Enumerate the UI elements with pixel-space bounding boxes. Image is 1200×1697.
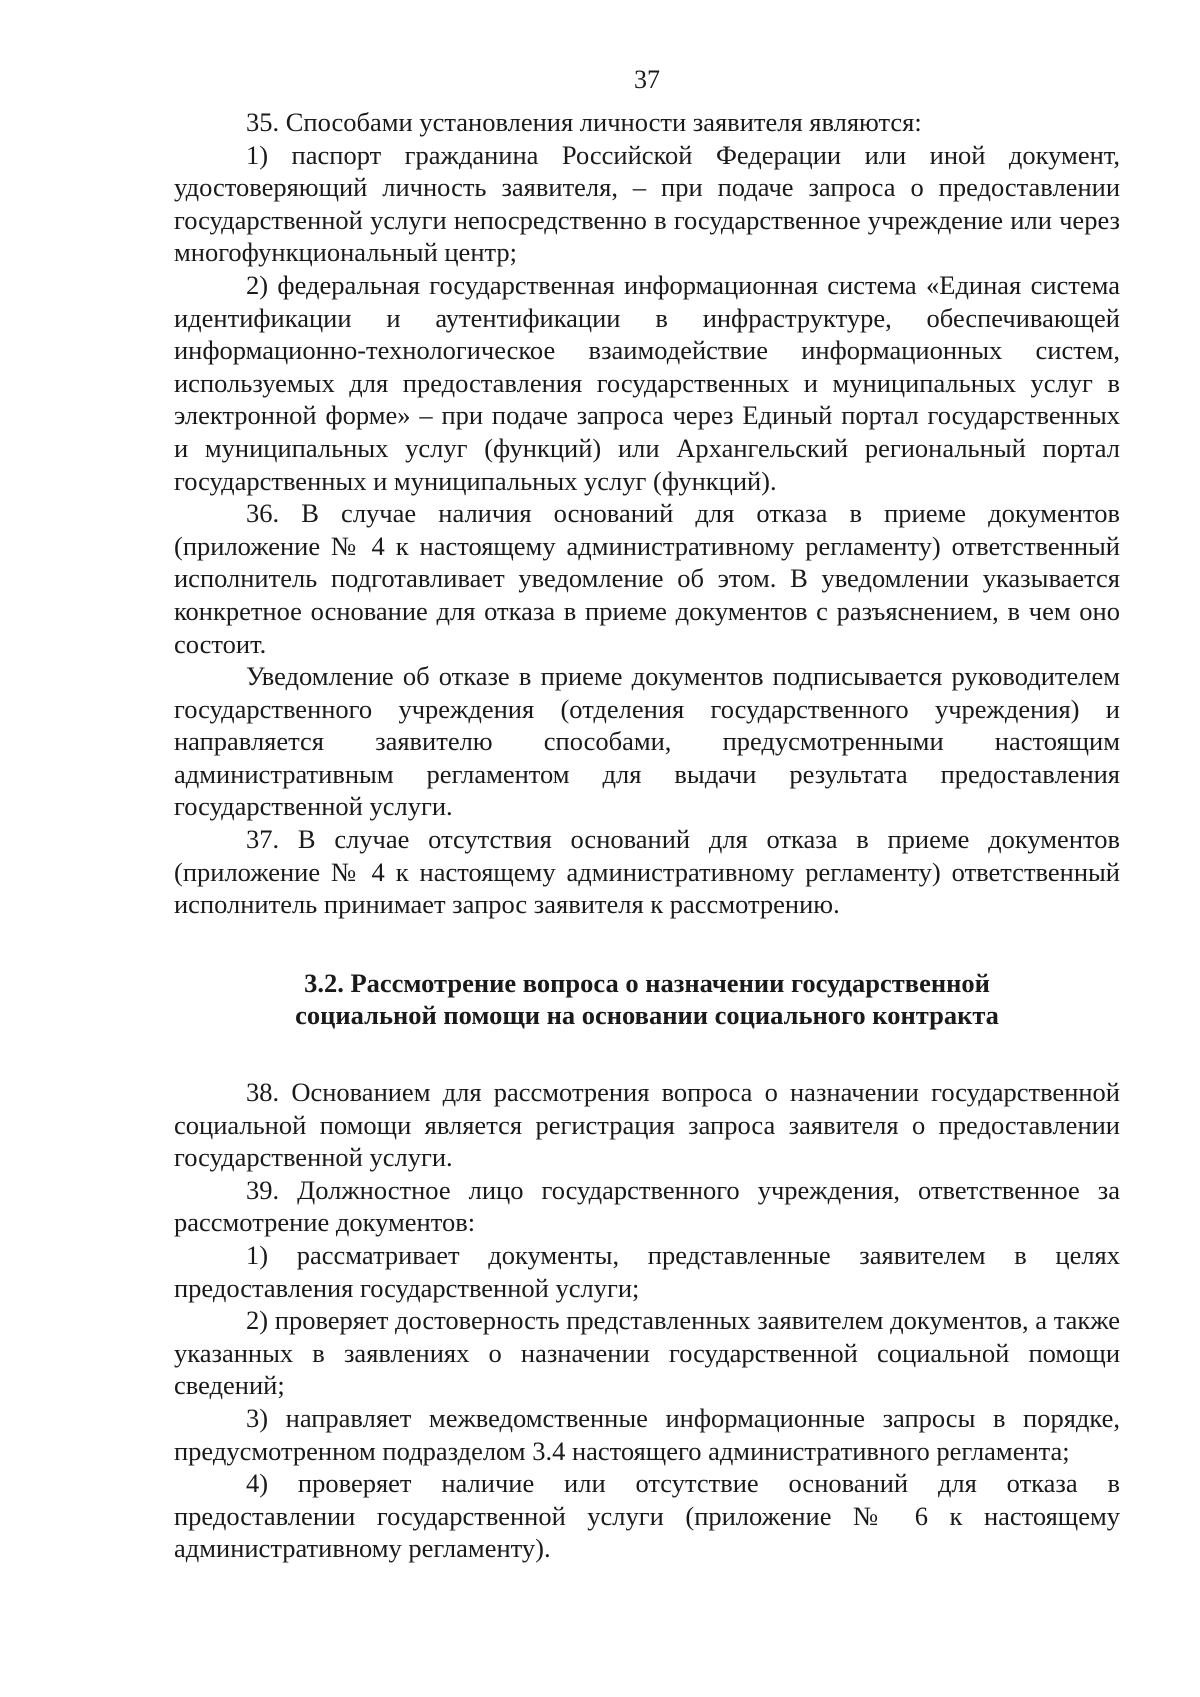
section-heading-line-2: социальной помощи на основании социального контракта xyxy=(295,1000,999,1031)
paragraph-37: 37. В случае отсутствия оснований для отказа в приеме документов (приложение № 4 к настоящему административному регламенту) ответственный исполнитель принимает запрос заявителя к рассмотрению. xyxy=(174,824,1120,920)
document-page xyxy=(174,62,1120,1565)
paragraph-39-item-3: 3) направляет межведомственные информационные запросы в порядке, предусмотренном подразделом 3.4 настоящего административного регламента; xyxy=(174,1402,1120,1466)
section-heading-line-1: 3.2. Рассмотрение вопроса о назначении государственной xyxy=(304,967,990,998)
paragraph-35-item-1: 1) паспорт гражданина Российской Федерации или иной документ, удостоверяющий личность заявителя, – при подаче запроса о предоставлении государственной услуги непосредственно в государственное учреждение или через многофункциональный центр; xyxy=(174,139,1120,268)
paragraph-36: 36. В случае наличия оснований для отказа в приеме документов (приложение № 4 к настоящему административному регламенту) ответственный исполнитель подготавливает уведомление об этом. В уведомлении указывается конкретное основание для отказа в приеме документов с разъяснением, в чем оно состоит. xyxy=(174,498,1120,659)
paragraph-38: 38. Основанием для рассмотрения вопроса о назначении государственной социальной помощи является регистрация запроса заявителя о предоставлении государственной услуги. xyxy=(174,1077,1120,1173)
paragraph-36-notice: Уведомление об отказе в приеме документов подписывается руководителем государственного учреждения (отделения государственного учреждения) и направляется заявителю способами, предусмотренными настоящим административным регламентом для выдачи результата предоставления государственной услуги. xyxy=(174,661,1120,822)
paragraph-39-item-2: 2) проверяет достоверность представленных заявителем документов, а также указанных в заявлениях о назначении государственной социальной помощи сведений; xyxy=(174,1305,1120,1401)
paragraph-35-item-2: 2) федеральная государственная информационная система «Единая система идентификации и аутентификации в инфраструктуре, обеспечивающей информационно-технологическое взаимодействие информационных систем, используемых для предоставления государственных и муниципальных услуг в электронной форме» – при подаче запроса через Единый портал государственных и муниципальных услуг (функций) или Архангельский региональный портал государственных и муниципальных услуг (функций). xyxy=(174,269,1120,496)
paragraph-39-item-1: 1) рассматривает документы, представленные заявителем в целях предоставления государственной услуги; xyxy=(174,1240,1120,1303)
paragraph-39: 39. Должностное лицо государственного учреждения, ответственное за рассмотрение документов: xyxy=(174,1174,1120,1238)
page-number: 37 xyxy=(634,65,660,94)
section-heading xyxy=(174,967,1120,1032)
paragraph-35: 35. Способами установления личности заявителя являются: xyxy=(246,107,922,137)
paragraph-39-item-4: 4) проверяет наличие или отсутствие оснований для отказа в предоставлении государственной услуги (приложение № 6 к настоящему административному регламенту). xyxy=(174,1468,1120,1564)
